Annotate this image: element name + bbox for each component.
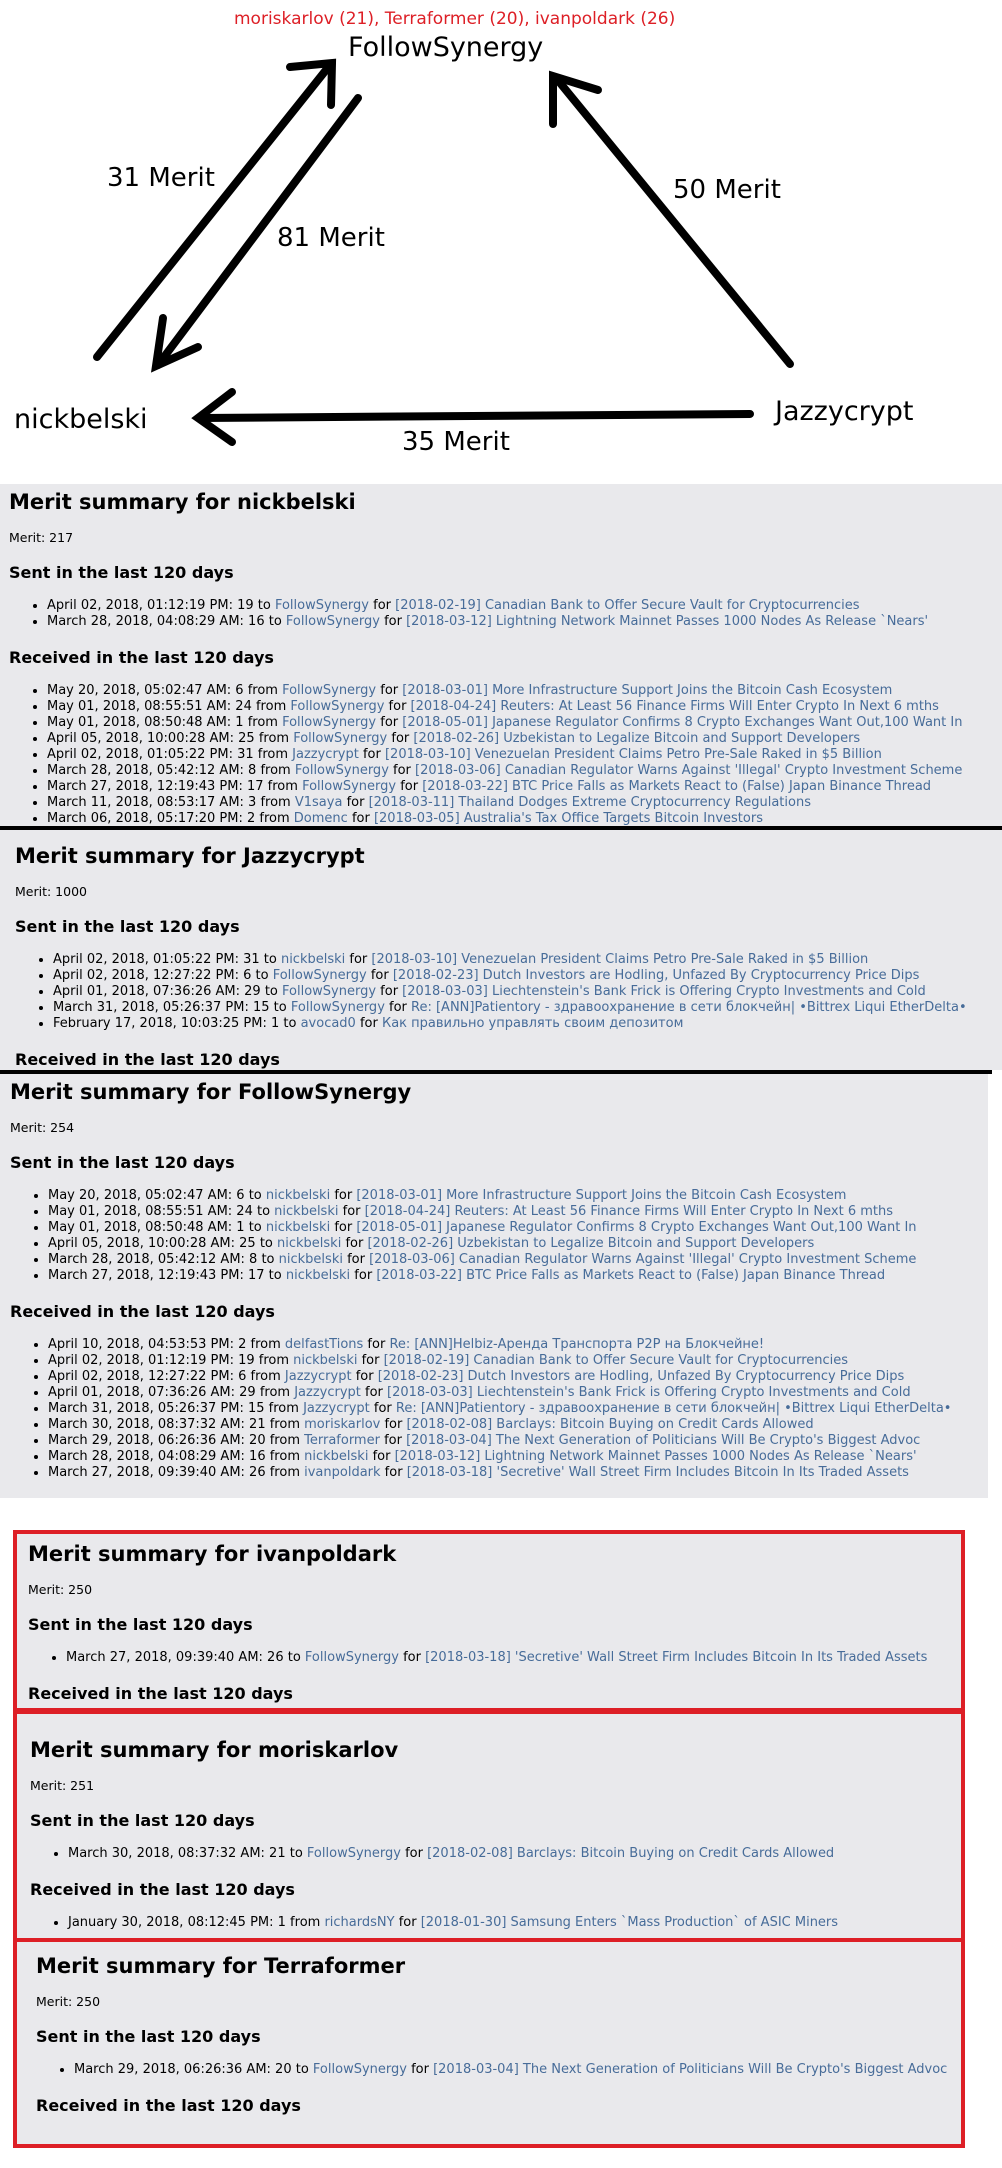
topic-link[interactable]: [2018-02-26] Uzbekistan to Legalize Bitcoin and Support Developers bbox=[367, 1236, 815, 1251]
topic-link[interactable]: [2018-05-01] Japanese Regulator Confirms 8 Crypto Exchanges Want Out,100 Want In bbox=[402, 715, 963, 730]
arrow-31-merit bbox=[97, 63, 332, 357]
merit-entry bbox=[48, 1401, 988, 1417]
entry-for: for bbox=[406, 2062, 434, 2077]
topic-link[interactable]: [2018-02-23] Dutch Investors are Hodling, Unfazed By Cryptocurrency Price Dips bbox=[377, 1369, 905, 1384]
merit-entry bbox=[48, 1188, 988, 1204]
received-list bbox=[30, 1915, 961, 1931]
user-link[interactable]: FollowSynergy bbox=[294, 763, 389, 778]
user-link[interactable]: FollowSynergy bbox=[312, 2062, 407, 2077]
merit-entry bbox=[53, 968, 1002, 984]
user-link[interactable]: FollowSynergy bbox=[290, 699, 385, 714]
user-link[interactable]: Jazzycrypt bbox=[294, 1385, 361, 1400]
merit-entry bbox=[53, 952, 1002, 968]
topic-link[interactable]: [2018-03-03] Liechtenstein's Bank Frick is Offering Crypto Investments and Cold bbox=[387, 1385, 911, 1400]
merit-entry bbox=[48, 1433, 988, 1449]
entry-date-amount: March 29, 2018, 06:26:36 AM: 20 from bbox=[48, 1433, 305, 1448]
entry-date-amount: March 29, 2018, 06:26:36 AM: 20 to bbox=[74, 2062, 313, 2077]
sent-heading: Sent in the last 120 days bbox=[36, 2027, 261, 2046]
sent-list bbox=[15, 952, 1002, 1032]
received-heading: Received in the last 120 days bbox=[36, 2096, 301, 2115]
entry-for: for bbox=[342, 1252, 370, 1267]
user-link[interactable]: Jazzycrypt bbox=[292, 747, 359, 762]
merit-value: Merit: 1000 bbox=[15, 884, 87, 899]
topic-link[interactable]: [2018-04-24] Reuters: At Least 56 Finance Firms Will Enter Crypto In Next 6 mths bbox=[364, 1204, 894, 1219]
user-link[interactable]: V1saya bbox=[294, 795, 343, 810]
entry-date-amount: April 10, 2018, 04:53:53 PM: 2 from bbox=[48, 1337, 285, 1352]
entry-for: for bbox=[342, 795, 369, 810]
entry-for: for bbox=[380, 1465, 407, 1480]
entry-date-amount: March 30, 2018, 08:37:32 AM: 21 to bbox=[68, 1846, 307, 1861]
sent-list bbox=[28, 1650, 961, 1666]
entry-for: for bbox=[338, 1204, 365, 1219]
merit-entry bbox=[48, 1337, 988, 1353]
merit-entry bbox=[53, 1000, 1002, 1016]
label-81-merit: 81 Merit bbox=[277, 223, 385, 253]
entry-date-amount: April 02, 2018, 01:05:22 PM: 31 to bbox=[53, 952, 281, 967]
user-link[interactable]: FollowSynergy bbox=[274, 598, 369, 613]
entry-for: for bbox=[387, 731, 414, 746]
user-link[interactable]: delfastTions bbox=[284, 1337, 364, 1352]
entry-date-amount: March 06, 2018, 05:17:20 PM: 2 from bbox=[47, 811, 294, 826]
entry-date-amount: May 01, 2018, 08:55:51 AM: 24 from bbox=[47, 699, 291, 714]
topic-link[interactable]: [2018-02-19] Canadian Bank to Offer Secure Vault for Cryptocurrencies bbox=[395, 598, 860, 613]
merit-entry bbox=[47, 795, 1002, 811]
user-link[interactable]: FollowSynergy bbox=[285, 614, 380, 629]
entry-for: for bbox=[369, 1401, 396, 1416]
entry-date-amount: April 05, 2018, 10:00:28 AM: 25 to bbox=[48, 1236, 277, 1251]
topic-link[interactable]: Re: [ANN]Helbiz-Аренда Транспорта P2P на Блокчейне! bbox=[389, 1337, 765, 1352]
entry-date-amount: April 02, 2018, 12:27:22 PM: 6 from bbox=[48, 1369, 285, 1384]
entry-for: for bbox=[376, 715, 403, 730]
entry-date-amount: March 27, 2018, 09:39:40 AM: 26 to bbox=[66, 1650, 305, 1665]
entry-for: for bbox=[355, 1016, 382, 1031]
entry-for: for bbox=[350, 1268, 377, 1283]
merit-entry bbox=[74, 2062, 961, 2078]
entry-date-amount: March 11, 2018, 08:53:17 AM: 3 from bbox=[47, 795, 295, 810]
entry-for: for bbox=[384, 1000, 412, 1015]
topic-link[interactable]: [2018-04-24] Reuters: At Least 56 Finance Firms Will Enter Crypto In Next 6 mths bbox=[410, 699, 939, 714]
user-link[interactable]: FollowSynergy bbox=[290, 1000, 385, 1015]
user-link[interactable]: avocad0 bbox=[300, 1016, 356, 1031]
topic-link[interactable]: [2018-02-08] Barclays: Bitcoin Buying on Credit Cards Allowed bbox=[406, 1417, 814, 1432]
entry-date-amount: May 01, 2018, 08:55:51 AM: 24 to bbox=[48, 1204, 275, 1219]
entry-for: for bbox=[330, 1188, 357, 1203]
user-link[interactable]: nickbelski bbox=[278, 1252, 343, 1267]
summary-panel-nickbelski bbox=[0, 484, 1002, 826]
topic-link[interactable]: [2018-03-01] More Infrastructure Support Joins the Bitcoin Cash Ecosystem bbox=[356, 1188, 847, 1203]
entry-date-amount: April 02, 2018, 01:12:19 PM: 19 from bbox=[48, 1353, 294, 1368]
entry-date-amount: May 20, 2018, 05:02:47 AM: 6 from bbox=[47, 683, 283, 698]
entry-for: for bbox=[396, 779, 423, 794]
topic-link[interactable]: [2018-03-22] BTC Price Falls as Markets React to (False) Japan Binance Thread bbox=[376, 1268, 886, 1283]
summary-panel-moriskarlov bbox=[13, 1710, 965, 1942]
user-link[interactable]: nickbelski bbox=[293, 1353, 358, 1368]
merit-entry bbox=[47, 811, 1002, 826]
topic-link[interactable]: [2018-03-06] Canadian Regulator Warns Against 'Illegal' Crypto Investment Scheme bbox=[415, 763, 963, 778]
sent-heading: Sent in the last 120 days bbox=[30, 1811, 255, 1830]
entry-for: for bbox=[357, 1353, 384, 1368]
user-link[interactable]: nickbelski bbox=[274, 1204, 339, 1219]
entry-date-amount: March 28, 2018, 04:08:29 AM: 16 from bbox=[48, 1449, 305, 1464]
topic-link[interactable]: Re: [ANN]Patientory - здравоохранение в сети блокчейн| •Bittrex Liqui EtherDelta• bbox=[395, 1401, 952, 1416]
user-link[interactable]: Terraformer bbox=[304, 1433, 380, 1448]
entry-date-amount: April 01, 2018, 07:36:26 AM: 29 from bbox=[48, 1385, 295, 1400]
summary-title: Merit summary for Terraformer bbox=[36, 1954, 406, 1978]
topic-link[interactable]: [2018-03-12] Lightning Network Mainnet Passes 1000 Nodes As Release `Nears' bbox=[406, 614, 929, 629]
merit-entry bbox=[48, 1385, 988, 1401]
entry-for: for bbox=[384, 699, 411, 714]
user-link[interactable]: FollowSynergy bbox=[306, 1846, 401, 1861]
entry-for: for bbox=[345, 952, 372, 967]
topic-link[interactable]: [2018-03-11] Thailand Dodges Extreme Cryptocurrency Regulations bbox=[368, 795, 811, 810]
entry-date-amount: April 01, 2018, 07:36:26 AM: 29 to bbox=[53, 984, 282, 999]
merit-entry bbox=[53, 1016, 1002, 1032]
merit-entry bbox=[47, 683, 1002, 699]
summary-title: Merit summary for nickbelski bbox=[9, 490, 356, 514]
merit-value: Merit: 254 bbox=[10, 1120, 75, 1135]
entry-for: for bbox=[379, 614, 407, 629]
entry-for: for bbox=[330, 1220, 357, 1235]
user-link[interactable]: nickbelski bbox=[285, 1268, 351, 1283]
entry-date-amount: March 28, 2018, 05:42:12 AM: 8 to bbox=[48, 1252, 279, 1267]
entry-for: for bbox=[341, 1236, 368, 1251]
user-link[interactable]: FollowSynergy bbox=[293, 731, 388, 746]
merit-entry bbox=[48, 1236, 988, 1252]
entry-for: for bbox=[380, 1417, 407, 1432]
topic-link[interactable]: Как правильно управлять своим депозитом bbox=[381, 1016, 684, 1031]
entry-date-amount: May 01, 2018, 08:50:48 AM: 1 to bbox=[48, 1220, 266, 1235]
label-35-merit: 35 Merit bbox=[402, 427, 510, 457]
topic-link[interactable]: Re: [ANN]Patientory - здравоохранение в сети блокчейн| •Bittrex Liqui EtherDelta• bbox=[411, 1000, 967, 1015]
summary-title: Merit summary for ivanpoldark bbox=[28, 1542, 397, 1566]
user-link[interactable]: nickbelski bbox=[280, 952, 346, 967]
user-link[interactable]: FollowSynergy bbox=[282, 683, 377, 698]
user-link[interactable]: nickbelski bbox=[265, 1188, 331, 1203]
sent-list bbox=[9, 598, 1002, 630]
merit-entry bbox=[47, 779, 1002, 795]
label-31-merit: 31 Merit bbox=[107, 163, 215, 193]
summary-title: Merit summary for FollowSynergy bbox=[10, 1080, 412, 1104]
entry-date-amount: January 30, 2018, 08:12:45 PM: 1 from bbox=[68, 1915, 325, 1930]
user-link[interactable]: richardsNY bbox=[324, 1915, 395, 1930]
merit-entry bbox=[66, 1650, 961, 1666]
received-list bbox=[9, 683, 1002, 826]
merit-value: Merit: 217 bbox=[9, 530, 74, 545]
topic-link[interactable]: [2018-03-01] More Infrastructure Support Joins the Bitcoin Cash Ecosystem bbox=[402, 683, 893, 698]
received-heading: Received in the last 120 days bbox=[28, 1684, 293, 1703]
merit-entry bbox=[47, 747, 1002, 763]
sent-heading: Sent in the last 120 days bbox=[10, 1153, 235, 1172]
user-link[interactable]: Jazzycrypt bbox=[284, 1369, 352, 1384]
entry-date-amount: March 28, 2018, 04:08:29 AM: 16 to bbox=[47, 614, 286, 629]
entry-for: for bbox=[400, 1846, 428, 1861]
user-link[interactable]: nickbelski bbox=[277, 1236, 342, 1251]
entry-for: for bbox=[363, 1337, 390, 1352]
merit-entry bbox=[48, 1369, 988, 1385]
merit-entry bbox=[47, 598, 1002, 614]
entry-for: for bbox=[360, 1385, 388, 1400]
merit-entry bbox=[47, 614, 1002, 630]
entry-date-amount: May 20, 2018, 05:02:47 AM: 6 to bbox=[48, 1188, 266, 1203]
user-link[interactable]: FollowSynergy bbox=[282, 715, 377, 730]
summary-panel-followsynergy bbox=[0, 1074, 988, 1498]
summary-panel-terraformer bbox=[13, 1938, 965, 2148]
merit-entry bbox=[48, 1204, 988, 1220]
merit-entry bbox=[68, 1915, 961, 1931]
sent-heading: Sent in the last 120 days bbox=[28, 1615, 253, 1634]
merit-entry bbox=[48, 1220, 988, 1236]
entry-for: for bbox=[368, 1449, 395, 1464]
topic-link[interactable]: [2018-03-04] The Next Generation of Politicians Will Be Crypto's Biggest Advoc bbox=[406, 1433, 921, 1448]
summary-title: Merit summary for moriskarlov bbox=[30, 1738, 399, 1762]
topic-link[interactable]: [2018-03-12] Lightning Network Mainnet Passes 1000 Nodes As Release `Nears' bbox=[394, 1449, 917, 1464]
user-link[interactable]: FollowSynergy bbox=[282, 984, 377, 999]
sent-list bbox=[36, 2062, 961, 2078]
summary-title: Merit summary for Jazzycrypt bbox=[15, 844, 365, 868]
entry-date-amount: April 02, 2018, 01:05:22 PM: 31 from bbox=[47, 747, 293, 762]
summary-panel-jazzycrypt bbox=[0, 830, 1002, 1070]
merit-entry bbox=[48, 1353, 988, 1369]
entry-for: for bbox=[347, 811, 374, 826]
merit-entry bbox=[47, 715, 1002, 731]
merit-entry bbox=[48, 1449, 988, 1465]
sent-heading: Sent in the last 120 days bbox=[9, 563, 234, 582]
received-heading: Received in the last 120 days bbox=[30, 1880, 295, 1899]
received-list bbox=[10, 1337, 988, 1481]
received-heading: Received in the last 120 days bbox=[15, 1050, 280, 1069]
entry-date-amount: March 31, 2018, 05:26:37 PM: 15 from bbox=[48, 1401, 304, 1416]
arrow-50-merit bbox=[553, 76, 790, 364]
entry-for: for bbox=[379, 1433, 407, 1448]
user-link[interactable]: ivanpoldark bbox=[304, 1465, 381, 1480]
received-heading: Received in the last 120 days bbox=[9, 648, 274, 667]
entry-date-amount: March 27, 2018, 12:19:43 PM: 17 to bbox=[48, 1268, 286, 1283]
entry-date-amount: March 27, 2018, 09:39:40 AM: 26 from bbox=[48, 1465, 305, 1480]
topic-link[interactable]: [2018-03-06] Canadian Regulator Warns Against 'Illegal' Crypto Investment Scheme bbox=[369, 1252, 917, 1267]
topic-link[interactable]: [2018-03-05] Australia's Tax Office Targets Bitcoin Investors bbox=[373, 811, 763, 826]
sent-list bbox=[10, 1188, 988, 1284]
merit-value: Merit: 250 bbox=[28, 1582, 93, 1597]
merit-entry bbox=[48, 1417, 988, 1433]
received-heading: Received in the last 120 days bbox=[10, 1302, 275, 1321]
sent-list bbox=[30, 1846, 961, 1862]
merit-flow-diagram bbox=[0, 0, 1002, 480]
topic-link[interactable]: [2018-03-18] 'Secretive' Wall Street Firm Includes Bitcoin In Its Traded Assets bbox=[425, 1650, 928, 1665]
entry-date-amount: March 31, 2018, 05:26:37 PM: 15 to bbox=[53, 1000, 291, 1015]
merit-entry bbox=[47, 731, 1002, 747]
merit-entry bbox=[47, 699, 1002, 715]
user-link[interactable]: moriskarlov bbox=[304, 1417, 381, 1432]
user-link[interactable]: Domenc bbox=[293, 811, 348, 826]
merit-value: Merit: 250 bbox=[36, 1994, 101, 2009]
entry-for: for bbox=[394, 1915, 421, 1930]
user-link[interactable]: Jazzycrypt bbox=[303, 1401, 370, 1416]
merit-entry bbox=[53, 984, 1002, 1000]
topic-link[interactable]: [2018-03-10] Venezuelan President Claims Petro Pre-Sale Raked in $5 Billion bbox=[384, 747, 882, 762]
user-link[interactable]: FollowSynergy bbox=[302, 779, 397, 794]
entry-for: for bbox=[368, 598, 396, 613]
sent-heading: Sent in the last 120 days bbox=[15, 917, 240, 936]
merit-value: Merit: 251 bbox=[30, 1778, 95, 1793]
merit-entry bbox=[47, 763, 1002, 779]
entry-for: for bbox=[398, 1650, 426, 1665]
user-link[interactable]: nickbelski bbox=[265, 1220, 331, 1235]
label-50-merit: 50 Merit bbox=[673, 175, 781, 205]
merit-entry bbox=[48, 1465, 988, 1481]
user-link[interactable]: nickbelski bbox=[304, 1449, 369, 1464]
entry-date-amount: February 17, 2018, 10:03:25 PM: 1 to bbox=[53, 1016, 301, 1031]
node-nickbelski: nickbelski bbox=[14, 404, 148, 435]
topic-link[interactable]: [2018-03-03] Liechtenstein's Bank Frick is Offering Crypto Investments and Cold bbox=[402, 984, 926, 999]
entry-for: for bbox=[351, 1369, 378, 1384]
topic-link[interactable]: [2018-02-23] Dutch Investors are Hodling, Unfazed By Cryptocurrency Price Dips bbox=[392, 968, 920, 983]
entry-date-amount: May 01, 2018, 08:50:48 AM: 1 from bbox=[47, 715, 283, 730]
merit-entry bbox=[68, 1846, 961, 1862]
summary-panel-ivanpoldark bbox=[13, 1530, 965, 1712]
node-jazzycrypt: Jazzycrypt bbox=[775, 396, 914, 427]
entry-date-amount: April 02, 2018, 12:27:22 PM: 6 to bbox=[53, 968, 273, 983]
topic-link[interactable]: [2018-01-30] Samsung Enters `Mass Production` of ASIC Miners bbox=[420, 1915, 839, 1930]
entry-for: for bbox=[376, 984, 403, 999]
topic-link[interactable]: [2018-03-18] 'Secretive' Wall Street Firm Includes Bitcoin In Its Traded Assets bbox=[406, 1465, 909, 1480]
topic-link[interactable]: [2018-02-19] Canadian Bank to Offer Secure Vault for Cryptocurrencies bbox=[383, 1353, 849, 1368]
topic-link[interactable]: [2018-02-08] Barclays: Bitcoin Buying on Credit Cards Allowed bbox=[427, 1846, 835, 1861]
topic-link[interactable]: [2018-03-10] Venezuelan President Claims Petro Pre-Sale Raked in $5 Billion bbox=[371, 952, 869, 967]
entry-date-amount: March 28, 2018, 05:42:12 AM: 8 from bbox=[47, 763, 295, 778]
annotation-note: moriskarlov (21), Terraformer (20), ivanpoldark (26) bbox=[234, 9, 676, 29]
entry-date-amount: April 05, 2018, 10:00:28 AM: 25 from bbox=[47, 731, 294, 746]
topic-link[interactable]: [2018-03-04] The Next Generation of Politicians Will Be Crypto's Biggest Advoc bbox=[433, 2062, 948, 2077]
entry-for: for bbox=[366, 968, 393, 983]
topic-link[interactable]: [2018-02-26] Uzbekistan to Legalize Bitcoin and Support Developers bbox=[413, 731, 861, 746]
node-followsynergy: FollowSynergy bbox=[348, 32, 544, 63]
entry-for: for bbox=[358, 747, 385, 762]
entry-for: for bbox=[376, 683, 403, 698]
entry-date-amount: March 30, 2018, 08:37:32 AM: 21 from bbox=[48, 1417, 305, 1432]
entry-date-amount: March 27, 2018, 12:19:43 PM: 17 from bbox=[47, 779, 303, 794]
merit-entry bbox=[48, 1268, 988, 1284]
entry-date-amount: April 02, 2018, 01:12:19 PM: 19 to bbox=[47, 598, 275, 613]
topic-link[interactable]: [2018-03-22] BTC Price Falls as Markets React to (False) Japan Binance Thread bbox=[422, 779, 932, 794]
user-link[interactable]: FollowSynergy bbox=[272, 968, 367, 983]
entry-for: for bbox=[388, 763, 416, 778]
user-link[interactable]: FollowSynergy bbox=[304, 1650, 399, 1665]
topic-link[interactable]: [2018-05-01] Japanese Regulator Confirms 8 Crypto Exchanges Want Out,100 Want In bbox=[356, 1220, 917, 1235]
merit-entry bbox=[48, 1252, 988, 1268]
